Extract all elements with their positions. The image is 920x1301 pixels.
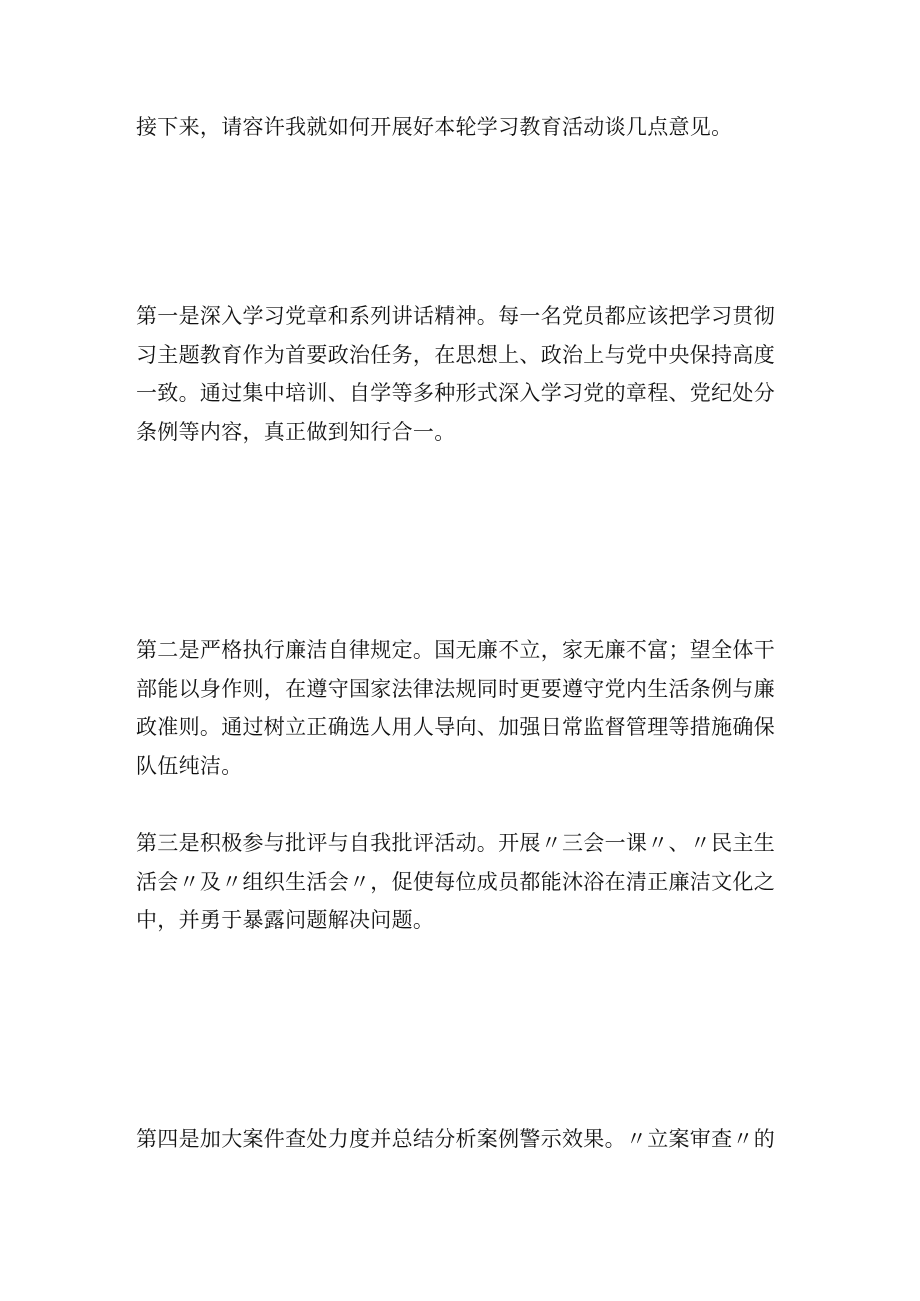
- paragraph-intro: 接下来，请容许我就如何开展好本轮学习教育活动谈几点意见。: [136, 115, 733, 139]
- paragraph-point-two: 第二是严格执行廉洁自律规定。国无廉不立，家无廉不富；望全体干部能以身作则，在遵守国家法律法规同时更要遵守党内生活条例与廉政准则。通过树立正确选人用人导向、加强日常监督管理等措施确保队伍纯洁。: [136, 638, 775, 778]
- paragraph-point-four: 第四是加大案件查处力度并总结分析案例警示效果。〃立案审查〃的: [136, 1127, 775, 1151]
- paragraph-point-three: 第三是积极参与批评与自我批评活动。开展〃三会一课〃、〃民主生活会〃及〃组织生活会〃，促使每位成员都能沐浴在清正廉洁文化之中，并勇于暴露问题解决问题。: [136, 831, 775, 932]
- paragraph-point-one: 第一是深入学习党章和系列讲话精神。每一名党员都应该把学习贯彻习主题教育作为首要政治任务，在思想上、政治上与党中央保持高度一致。通过集中培训、自学等多种形式深入学习党的章程、党纪处分条例等内容，真正做到知行合一。: [136, 304, 775, 444]
